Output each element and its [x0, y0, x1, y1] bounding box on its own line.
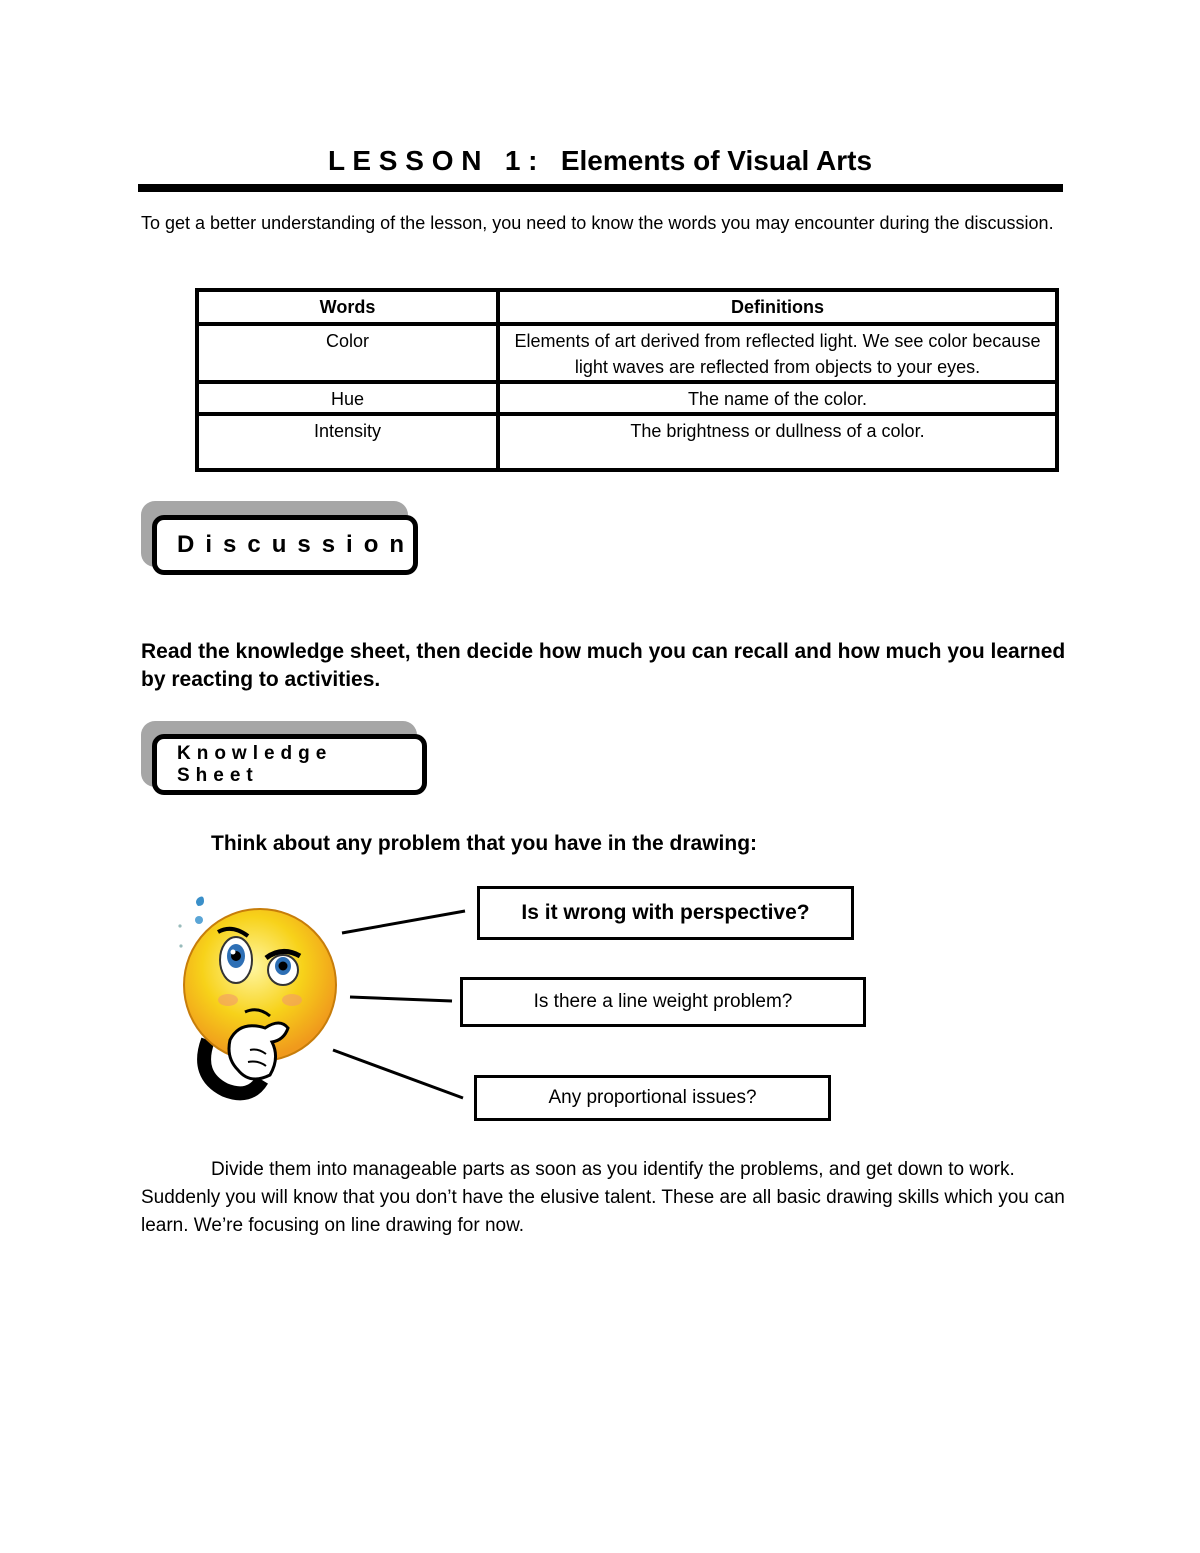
knowledge-sheet-badge: Knowledge Sheet: [152, 734, 427, 795]
table-cell-definition: The brightness or dullness of a color.: [498, 414, 1057, 470]
thinking-face-icon: [170, 890, 350, 1105]
table-cell-word: Color: [197, 324, 498, 382]
question-text: Is there a line weight problem?: [533, 991, 793, 1012]
discussion-text: Read the knowledge sheet, then decide how much you can recall and how much you learned by reacting to activities.: [141, 640, 1066, 691]
connector-line-1: [342, 911, 465, 933]
table-cell-definition: The name of the color.: [498, 382, 1057, 414]
connector-line-2: [350, 997, 452, 1001]
table-cell-definition: Elements of art derived from reflected light. We see color because light waves are reflected from objects to your eyes.: [498, 324, 1057, 382]
table-cell-word: Hue: [197, 382, 498, 414]
connector-line-3: [333, 1050, 463, 1098]
knowledge-prompt: Think about any problem that you have in the drawing:: [211, 832, 758, 855]
question-box-line-weight: [460, 977, 866, 1027]
question-box-perspective: [477, 886, 854, 940]
question-text: Is it wrong with perspective?: [521, 901, 810, 924]
intro-text: To get a better understanding of the lesson, you need to know the words you may encounter during the discussion.: [141, 213, 1054, 233]
closing-paragraph: Divide them into manageable parts as soon as you identify the problems, and get down to work. Suddenly you will know that you don’t have the elusive talent. These are all basic drawing skills which you can learn. We’re focusing on line drawing for now.: [141, 1159, 1065, 1236]
table-header-words: Words: [197, 290, 498, 324]
table-header-definitions: Definitions: [498, 290, 1057, 324]
lesson-title: L E S S O N 1 : Elements of Visual Arts: [327, 145, 873, 176]
table-cell-word: Intensity: [197, 414, 498, 470]
question-box-proportion: [474, 1075, 831, 1121]
question-text: Any proportional issues?: [548, 1087, 757, 1108]
discussion-badge: Discussion: [152, 515, 418, 575]
